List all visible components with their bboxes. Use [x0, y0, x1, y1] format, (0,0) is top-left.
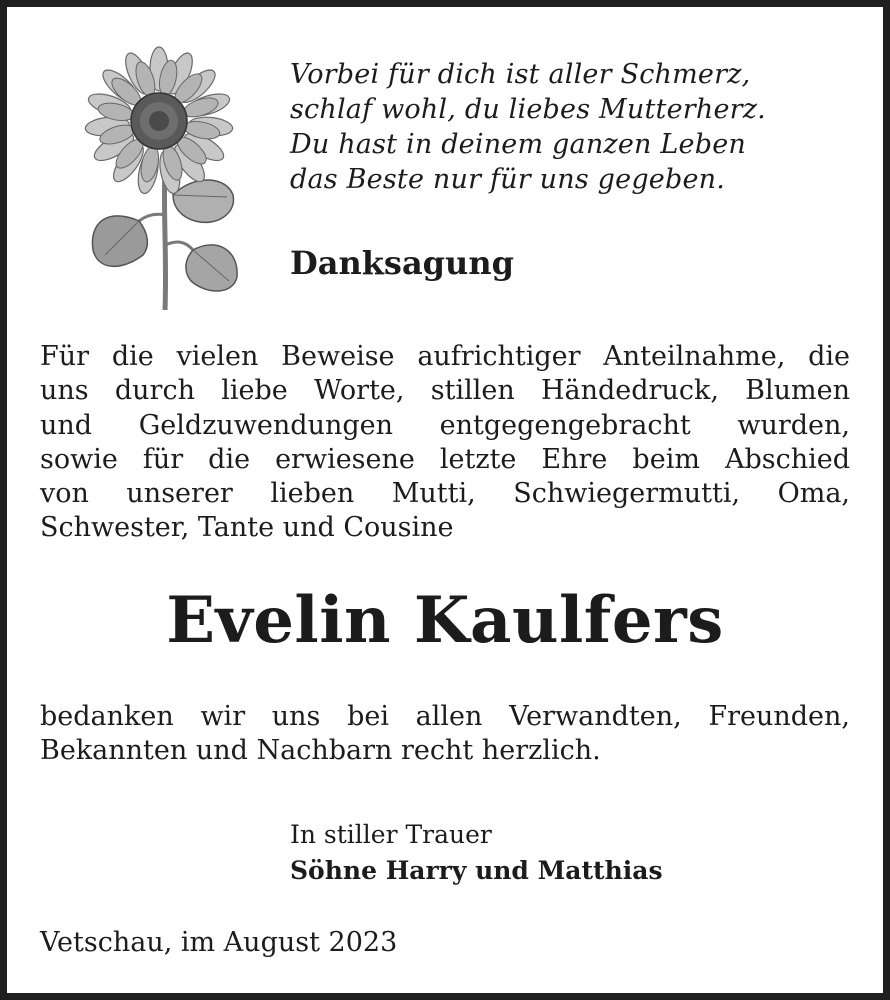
deceased-name: Evelin Kaulfers [166, 583, 724, 658]
place-date: Vetschau, im August 2023 [40, 927, 398, 958]
poem-line: Vorbei für dich ist aller Schmerz, [290, 59, 751, 90]
signature [290, 817, 663, 889]
thanks-text [40, 700, 850, 768]
poem [290, 57, 850, 197]
signature-intro: In stiller Trauer [290, 820, 492, 849]
signature-names: Söhne Harry und Matthias [290, 856, 663, 885]
heading: Danksagung [290, 244, 514, 282]
poem-line: Du hast in deinem ganzen Leben [290, 129, 746, 160]
sunflower-icon [77, 45, 247, 315]
body-line: uns durch liebe Worte, stillen Händedruck, Blumen [40, 375, 850, 407]
poem-line: schlaf wohl, du liebes Mutterherz. [290, 94, 766, 125]
body-line: und Geldzuwendungen entgegengebracht wurden, [40, 409, 850, 441]
thanks-line: Bekannten und Nachbarn recht herzlich. [40, 735, 601, 766]
body-line: von unserer lieben Mutti, Schwiegermutti, Oma, [40, 478, 850, 510]
thanks-line: bedanken wir uns bei allen Verwandten, Freunden, [40, 701, 850, 732]
body-line: sowie für die erwiesene letzte Ehre beim Abschied [40, 443, 850, 475]
body-text [40, 340, 850, 546]
body-line: Schwester, Tante und Cousine [40, 512, 454, 544]
poem-line: das Beste nur für uns gegeben. [290, 164, 726, 195]
body-line: Für die vielen Beweise aufrichtiger Anteilnahme, die [40, 341, 850, 372]
